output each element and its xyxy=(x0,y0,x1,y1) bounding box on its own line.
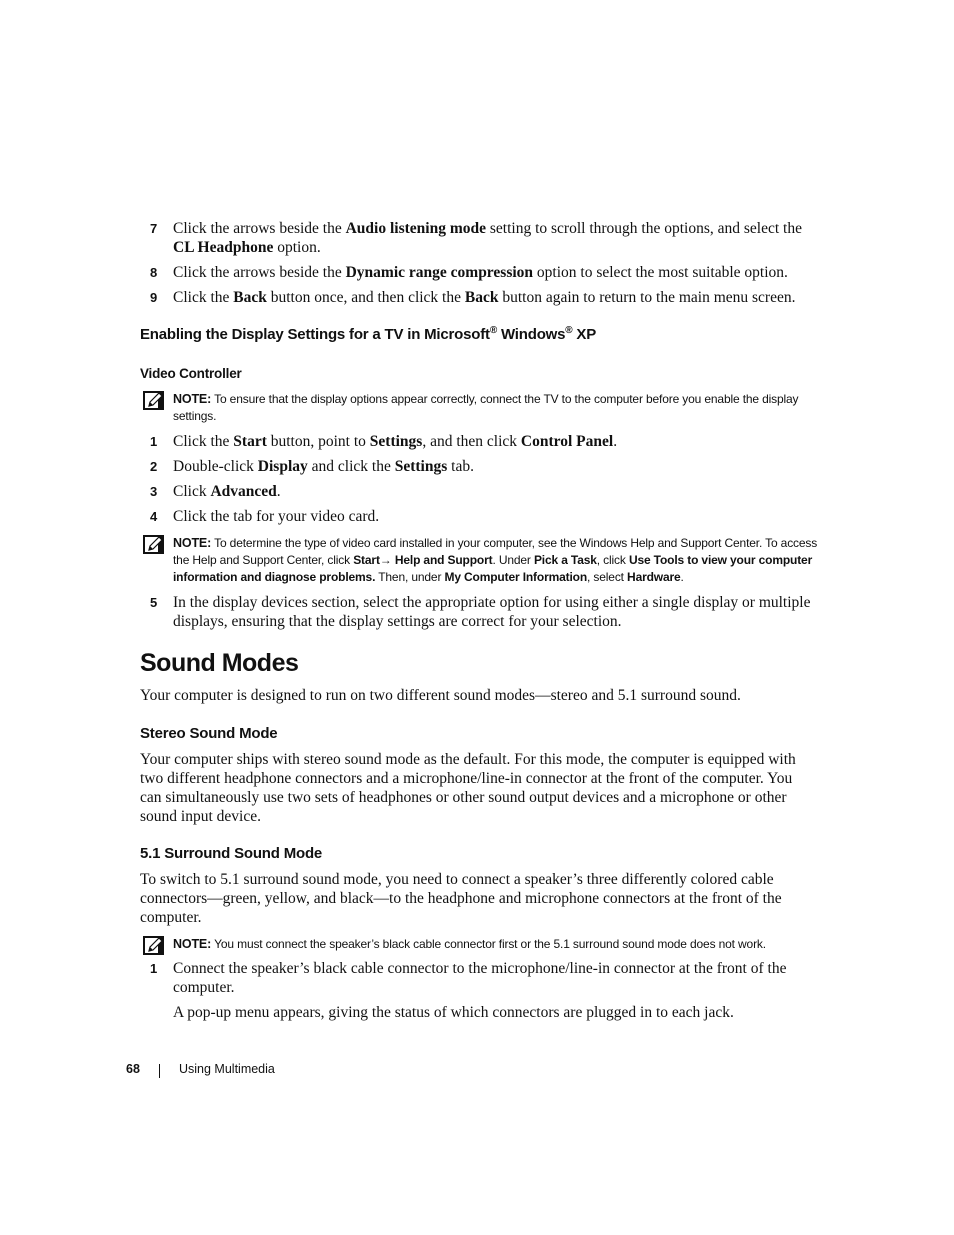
step-number: 2 xyxy=(150,459,158,474)
bold-term: Start xyxy=(353,553,380,567)
bold-term: Audio listening mode xyxy=(345,220,486,237)
bold-term: Back xyxy=(464,289,499,306)
note-pencil-icon xyxy=(143,391,164,410)
text-run: In the display devices section, select the appropriate option for using either a single display or multiple displays, ensuring that the display settings are correct for your selection. xyxy=(173,594,811,630)
text-run: To determine the type of video card installed in your computer, see the Windows Help and Support Center. To access the Help and Support Center, click xyxy=(173,536,818,567)
page-number: 68 xyxy=(126,1062,140,1076)
step-number: 3 xyxy=(150,484,158,499)
step-text xyxy=(173,263,815,282)
note-label: NOTE: xyxy=(173,392,212,406)
note-text xyxy=(211,937,766,951)
step-text xyxy=(173,457,815,476)
bold-term: Dynamic range compression xyxy=(345,264,534,281)
text-run: button, point to xyxy=(266,433,370,450)
bold-term: My Computer Information xyxy=(444,570,588,584)
step-7 xyxy=(150,219,815,257)
text-run: Click the xyxy=(173,433,234,450)
step-4 xyxy=(150,507,815,526)
surround-body: To switch to 5.1 surround sound mode, you need to connect a speaker’s three differently colored cable connectors—green, yellow, and black—to the headphone and microphone connectors at the front of the computer. xyxy=(140,871,782,926)
bold-term: Hardware xyxy=(627,570,681,584)
bold-term: Control Panel xyxy=(520,433,614,450)
step-text xyxy=(173,593,815,631)
text-run: Connect the speaker’s black cable connector to the microphone/line-in connector at the front of the computer. xyxy=(173,960,787,996)
video-controller-heading: Video Controller xyxy=(140,366,242,381)
step-5 xyxy=(150,593,815,631)
text-run: . xyxy=(680,570,684,584)
stereo-body: Your computer ships with stereo sound mode as the default. For this mode, the computer is equipped with two different headphone connectors and a microphone/line-in connector at the front of the computer. You can simultaneously use two sets of headphones or other sound output devices and a microphone or other sound input device. xyxy=(140,751,796,825)
note-video-card xyxy=(143,535,818,586)
bold-term: Back xyxy=(233,289,267,306)
note-surround xyxy=(143,936,818,953)
footer-section-title: Using Multimedia xyxy=(179,1062,275,1076)
note-label: NOTE: xyxy=(173,536,212,550)
step-2 xyxy=(150,457,815,476)
text-run: Click xyxy=(173,483,211,500)
step-8 xyxy=(150,263,815,282)
text-run: Double-click xyxy=(173,458,258,475)
text-run: and click the xyxy=(307,458,395,475)
note-text xyxy=(173,392,798,423)
text-run: button once, and then click the xyxy=(266,289,465,306)
bold-term: CL Headphone xyxy=(173,239,274,256)
note-pencil-icon xyxy=(143,936,164,955)
bold-term: Display xyxy=(257,458,308,475)
bold-term: Pick a Task xyxy=(533,553,597,567)
step-number: 1 xyxy=(150,961,158,976)
text-run: Then, under xyxy=(375,570,445,584)
step-text xyxy=(173,219,815,257)
step-text xyxy=(173,959,815,997)
text-run: → xyxy=(379,553,395,567)
note-pencil-icon xyxy=(143,535,164,554)
text-run: Click the arrows beside the xyxy=(173,264,346,281)
step-text xyxy=(173,432,815,451)
step-text xyxy=(173,507,815,526)
popup-text: A pop-up menu appears, giving the status of which connectors are plugged in to each jack. xyxy=(173,1004,734,1021)
text-run: tab. xyxy=(447,458,474,475)
text-run: , click xyxy=(596,553,629,567)
step-text xyxy=(173,288,815,307)
text-run: . Under xyxy=(492,553,534,567)
text-run: . xyxy=(613,433,618,450)
text-run: . xyxy=(276,483,281,500)
text-run: To ensure that the display options appear correctly, connect the TV to the computer before you enable the display settings. xyxy=(173,392,799,423)
bold-term: Help and Support xyxy=(394,553,493,567)
step-number: 8 xyxy=(150,265,158,280)
stereo-heading: Stereo Sound Mode xyxy=(140,725,278,742)
text-run: , select xyxy=(587,570,628,584)
display-settings-heading: Enabling the Display Settings for a TV in Microsoft® Windows® XP xyxy=(140,325,597,343)
surround-heading: 5.1 Surround Sound Mode xyxy=(140,845,323,862)
step-number: 1 xyxy=(150,434,158,449)
text-run: Click the arrows beside the xyxy=(173,220,346,237)
bold-term: Settings xyxy=(369,433,423,450)
step-1 xyxy=(150,432,815,451)
bold-term: Settings xyxy=(394,458,448,475)
step-text xyxy=(173,482,815,501)
sound-modes-intro: Your computer is designed to run on two different sound modes—stereo and 5.1 surround sound. xyxy=(140,687,741,704)
text-run: Click the tab for your video card. xyxy=(173,508,380,525)
bold-term: Use Tools to view your computer information and diagnose problems. xyxy=(173,553,813,584)
note-display xyxy=(143,391,818,425)
text-run: option. xyxy=(273,239,321,256)
step-surround-1 xyxy=(150,959,815,997)
text-run: button again to return to the main menu screen. xyxy=(498,289,796,306)
step-3 xyxy=(150,482,815,501)
sound-modes-heading: Sound Modes xyxy=(140,649,299,677)
text-run: option to select the most suitable option. xyxy=(533,264,788,281)
note-label: NOTE: xyxy=(173,937,212,951)
text-run: , and then click xyxy=(422,433,521,450)
footer-divider xyxy=(159,1064,160,1078)
text-run: Click the xyxy=(173,289,234,306)
note-text xyxy=(173,536,817,584)
step-number: 4 xyxy=(150,509,158,524)
step-number: 5 xyxy=(150,595,158,610)
bold-term: Advanced xyxy=(210,483,277,500)
step-number: 9 xyxy=(150,290,158,305)
text-run: setting to scroll through the options, and select the xyxy=(486,220,802,237)
step-number: 7 xyxy=(150,221,158,236)
text-run: You must connect the speaker’s black cable connector first or the 5.1 surround sound mode does not work. xyxy=(211,937,766,951)
bold-term: Start xyxy=(233,433,267,450)
step-9 xyxy=(150,288,815,307)
